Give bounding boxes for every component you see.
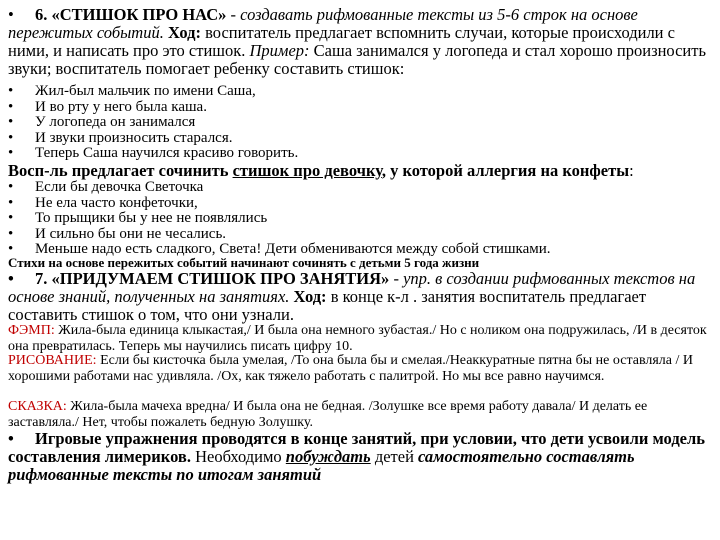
final-paragraph bbox=[8, 430, 714, 484]
poem-line: • У логопеда он занимался bbox=[8, 115, 714, 131]
colon: : bbox=[629, 161, 634, 180]
hod-label: Ход: bbox=[289, 287, 327, 306]
dash: - bbox=[389, 269, 404, 288]
final-text: Необходимо bbox=[190, 447, 286, 466]
poem-line: • И во рту у него была каша. bbox=[8, 100, 714, 116]
poem-line: • И звуки произносить старался. bbox=[8, 131, 714, 147]
final-emphasis: побуждать bbox=[285, 447, 371, 466]
risovanie-label: РИСОВАНИЕ: bbox=[8, 353, 97, 368]
skazka-example bbox=[8, 399, 714, 430]
hod-text: в конце к-л . занятия воспитатель предлагает составить стишок о том, что они узнали. bbox=[8, 287, 647, 324]
skazka-text: Жила-была мачеха вредна/ И была она не бедная. /Золушке все время работу давала/ И делать ее заставляла./ Нет, чтобы пожалеть бедную Золушку. bbox=[8, 399, 648, 430]
dash: - bbox=[226, 5, 241, 24]
bullet: • bbox=[8, 5, 14, 24]
section-6-title: 6. «СТИШОК ПРО НАС» bbox=[35, 5, 227, 24]
age-note: Стихи на основе пережитых событий начинают сочинять с детьми 5 года жизни bbox=[8, 255, 480, 270]
hod-label: Ход: bbox=[163, 23, 201, 42]
final-bold-text: Игровые упражнения проводятся в конце занятий, при условии, что дети усвоили модель составления лимериков. bbox=[8, 429, 705, 466]
girl-task-subject: стишок про девочку bbox=[232, 161, 382, 180]
section-6-description: создавать рифмованные тексты из 5-6 строк на основе пережитых событий. bbox=[8, 5, 638, 42]
femp-text: Жила-была единица клыкастая,/ И была она немного зубастая./ Но с ноликом она подружилась, /И в десяток она превратилась. Теперь мы научились писать цифру 10. bbox=[8, 323, 707, 354]
section-6 bbox=[8, 6, 714, 78]
poem-line: • Меньше надо есть сладкого, Света! Дети обмениваются между собой стишками. bbox=[8, 242, 714, 258]
bullet: • bbox=[8, 429, 14, 448]
final-conclusion: самостоятельно составлять рифмованные тексты по итогам занятий bbox=[8, 447, 635, 484]
sveta-poem bbox=[8, 180, 714, 258]
skazka-label: СКАЗКА: bbox=[8, 399, 67, 414]
girl-task bbox=[8, 162, 714, 180]
poem-line: • Теперь Саша научился красиво говорить. bbox=[8, 146, 714, 162]
girl-task-detail: , у которой аллергия на конфеты bbox=[381, 161, 630, 180]
femp-label: ФЭМП: bbox=[8, 323, 55, 338]
poem-line: • То прыщики бы у нее не появлялись bbox=[8, 211, 714, 227]
risovanie-example bbox=[8, 353, 714, 384]
poem-line: • Если бы девочка Светочка bbox=[8, 180, 714, 196]
risovanie-text: Если бы кисточка была умелая, /То она была бы и смелая./Неаккуратные пятна бы не оставляла / И хорошими работами нас удивляла. /Ох, как тяжело работать с палитрой. Но мы все равно научимся. bbox=[8, 353, 693, 384]
example-label: Пример: bbox=[249, 41, 310, 60]
hod-text: воспитатель предлагает вспомнить случаи, которые происходили с ними, и написать про это стишок. bbox=[8, 23, 675, 60]
section-7-description: упр. в создании рифмованных текстов на основе знаний, полученных на занятиях. bbox=[8, 269, 696, 306]
section-7-title: 7. «ПРИДУМАЕМ СТИШОК ПРО ЗАНЯТИЯ» bbox=[35, 269, 390, 288]
poem-line: • И сильно бы они не чесались. bbox=[8, 227, 714, 243]
section-7 bbox=[8, 270, 714, 324]
femp-example bbox=[8, 323, 714, 354]
poem-line: • Не ела часто конфеточки, bbox=[8, 196, 714, 212]
sasha-poem bbox=[8, 84, 714, 162]
bullet: • bbox=[8, 269, 14, 288]
final-text-2: детей bbox=[370, 447, 419, 466]
example-text: Саша занимался у логопеда и стал хорошо произносить звуки; воспитатель помогает ребенку составить стишок: bbox=[8, 41, 706, 78]
girl-task-text: Восп-ль предлагает сочинить bbox=[8, 161, 233, 180]
poem-line: • Жил-был мальчик по имени Саша, bbox=[8, 84, 714, 100]
